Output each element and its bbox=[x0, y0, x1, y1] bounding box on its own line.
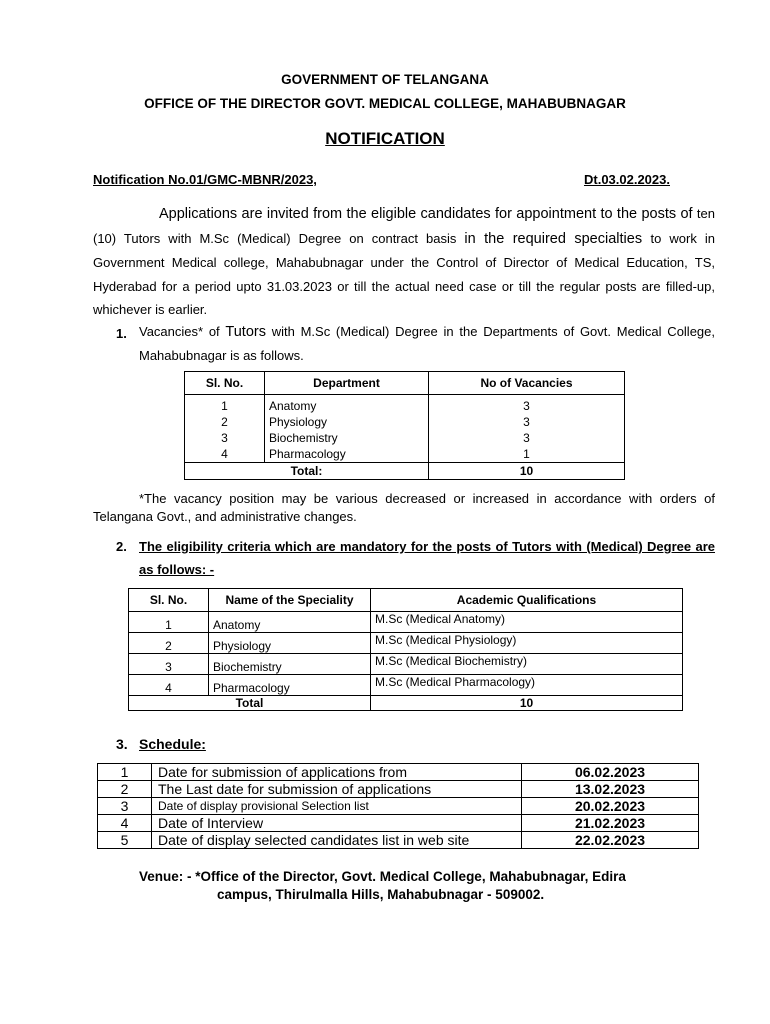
sl-cell: 3 bbox=[185, 430, 265, 446]
table-row bbox=[185, 395, 625, 415]
section1-text-a: Vacancies* of bbox=[139, 324, 226, 339]
vacancy-cell: 1 bbox=[429, 446, 625, 463]
section1-text-b: Tutors bbox=[225, 324, 266, 340]
table-row bbox=[98, 798, 699, 815]
table-row bbox=[129, 675, 683, 696]
event-cell: Date of Interview bbox=[152, 815, 522, 832]
notification-title: NOTIFICATION bbox=[325, 129, 445, 148]
sl-cell: 4 bbox=[129, 675, 209, 696]
speciality-cell: Physiology bbox=[209, 633, 371, 654]
total-label: Total: bbox=[185, 463, 429, 480]
event-cell: The Last date for submission of applications bbox=[152, 781, 522, 798]
sl-cell: 5 bbox=[98, 832, 152, 849]
sl-cell: 4 bbox=[98, 815, 152, 832]
venue-line2: campus, Thirulmalla Hills, Mahabubnagar - 509002. bbox=[217, 887, 545, 902]
table-row bbox=[185, 414, 625, 430]
intro-part3: in the required specialties bbox=[464, 230, 651, 247]
section3-number: 3. bbox=[116, 736, 128, 752]
table-row bbox=[129, 633, 683, 654]
sl-cell: 3 bbox=[98, 798, 152, 815]
event-cell: Date for submission of applications from bbox=[152, 764, 522, 781]
venue-block bbox=[139, 868, 719, 904]
department-cell: Biochemistry bbox=[265, 430, 429, 446]
speciality-cell: Anatomy bbox=[209, 612, 371, 633]
total-label: Total bbox=[129, 696, 371, 711]
department-cell: Pharmacology bbox=[265, 446, 429, 463]
sl-cell: 1 bbox=[98, 764, 152, 781]
total-value: 10 bbox=[429, 463, 625, 480]
notification-number: Notification No.01/GMC-MBNR/2023, bbox=[93, 172, 317, 187]
table-header: Name of the Speciality bbox=[209, 589, 371, 612]
table-header: No of Vacancies bbox=[429, 372, 625, 395]
table-row bbox=[129, 654, 683, 675]
qualification-cell: M.Sc (Medical Anatomy) bbox=[371, 612, 683, 633]
date-cell: 20.02.2023 bbox=[522, 798, 699, 815]
speciality-cell: Pharmacology bbox=[209, 675, 371, 696]
intro-part1: Applications are invited from the eligible candidates for appointment to the posts of bbox=[159, 206, 697, 222]
table-row bbox=[185, 446, 625, 463]
speciality-cell: Biochemistry bbox=[209, 654, 371, 675]
vacancies-table bbox=[184, 371, 625, 480]
section2-number: 2. bbox=[116, 539, 127, 554]
total-value: 10 bbox=[371, 696, 683, 711]
vacancy-footnote: *The vacancy position may be various decreased or increased in accordance with orders of Telangana Govt., and administrative changes. bbox=[93, 491, 715, 524]
date-cell: 22.02.2023 bbox=[522, 832, 699, 849]
sl-cell: 1 bbox=[129, 612, 209, 633]
table-row bbox=[98, 815, 699, 832]
event-cell: Date of display selected candidates list in web site bbox=[152, 832, 522, 849]
total-row bbox=[129, 696, 683, 711]
section1-text-c: with M.Sc (Medical) Degree in the Departments of Govt. Medical College, Mahabubnagar is as follows. bbox=[139, 324, 715, 363]
sl-cell: 4 bbox=[185, 446, 265, 463]
date-cell: 06.02.2023 bbox=[522, 764, 699, 781]
vacancy-cell: 3 bbox=[429, 414, 625, 430]
vacancy-cell: 3 bbox=[429, 395, 625, 415]
table-header: Sl. No. bbox=[129, 589, 209, 612]
office-heading: OFFICE OF THE DIRECTOR GOVT. MEDICAL COLLEGE, MAHABUBNAGAR bbox=[144, 96, 626, 111]
sl-cell: 2 bbox=[98, 781, 152, 798]
eligibility-table bbox=[128, 588, 683, 711]
table-row bbox=[98, 832, 699, 849]
intro-part4: to work in Government Medical college, Mahabubnagar under the Control of Director of Medical Education, TS, Hyderabad for a period upto 31.03.2023 or till the actual need case or till the regular posts are filled-up, whichever is earlier. bbox=[93, 230, 715, 317]
department-cell: Anatomy bbox=[265, 395, 429, 415]
section2-title: The eligibility criteria which are mandatory for the posts of Tutors with (Medical) Degree are as follows: - bbox=[139, 539, 715, 577]
sl-cell: 1 bbox=[185, 395, 265, 415]
table-header: Department bbox=[265, 372, 429, 395]
department-cell: Physiology bbox=[265, 414, 429, 430]
table-row bbox=[98, 764, 699, 781]
qualification-cell: M.Sc (Medical Pharmacology) bbox=[371, 675, 683, 696]
total-row bbox=[185, 463, 625, 480]
government-heading: GOVERNMENT OF TELANGANA bbox=[281, 72, 489, 87]
sl-cell: 2 bbox=[185, 414, 265, 430]
table-header: Academic Qualifications bbox=[371, 589, 683, 612]
vacancy-cell: 3 bbox=[429, 430, 625, 446]
venue-line1: Venue: - *Office of the Director, Govt. Medical College, Mahabubnagar, Edira bbox=[139, 869, 626, 884]
notification-date: Dt.03.02.2023. bbox=[583, 172, 670, 187]
sl-cell: 2 bbox=[129, 633, 209, 654]
table-row bbox=[185, 430, 625, 446]
qualification-cell: M.Sc (Medical Biochemistry) bbox=[371, 654, 683, 675]
section3-title: Schedule: bbox=[139, 736, 206, 752]
intro-part2: ten (10) Tutors with M.Sc (Medical) Degree on contract basis bbox=[93, 206, 715, 246]
qualification-cell: M.Sc (Medical Physiology) bbox=[371, 633, 683, 654]
date-cell: 21.02.2023 bbox=[522, 815, 699, 832]
section1-text bbox=[139, 320, 715, 368]
event-cell: Date of display provisional Selection list bbox=[152, 798, 522, 815]
table-header: Sl. No. bbox=[185, 372, 265, 395]
table-row bbox=[98, 781, 699, 798]
intro-paragraph bbox=[93, 202, 715, 322]
schedule-table bbox=[97, 763, 699, 849]
sl-cell: 3 bbox=[129, 654, 209, 675]
date-cell: 13.02.2023 bbox=[522, 781, 699, 798]
section1-number: 1. bbox=[116, 326, 127, 341]
table-row bbox=[129, 612, 683, 633]
